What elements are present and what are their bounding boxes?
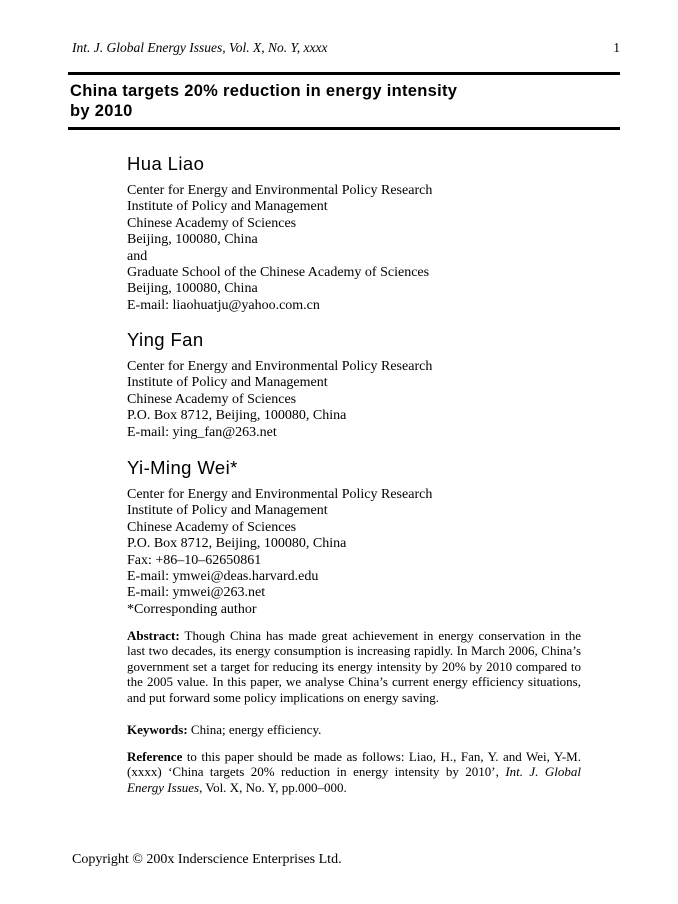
author-block-hua-liao [127,153,432,314]
paper-title-line-1: China targets 20% reduction in energy intensity [70,82,458,100]
affiliation-line: Center for Energy and Environmental Policy Research [127,487,433,502]
abstract-label: Abstract: [127,628,180,643]
reference-text: to this paper should be made as follows: Liao, H., Fan, Y. and Wei, Y-M. (xxxx) ‘China targets 20% reduction in energy intensity by 2010’, [127,749,581,780]
affiliation-line: P.O. Box 8712, Beijing, 100080, China [127,536,347,552]
affiliation-line: Graduate School of the Chinese Academy of Sciences [127,265,430,281]
affiliation-line: Chinese Academy of Sciences [127,215,297,231]
keywords-text: China; energy efficiency. [187,722,322,737]
keywords-label: Keywords: [127,722,188,737]
affiliation-line: Institute of Policy and Management [127,375,328,391]
author-block-ying-fan [127,329,432,441]
author-email: E-mail: liaohuatju@yahoo.com.cn [127,297,320,313]
reference-text-tail: , Vol. X, No. Y, pp.000–000. [199,779,347,795]
running-head [72,40,620,56]
affiliation-line: Institute of Policy and Management [127,503,328,519]
copyright-notice: Copyright © 200x Inderscience Enterprises Ltd. [72,852,342,867]
author-name: Yi-Ming Wei* [127,457,238,478]
author-affiliation [127,487,432,618]
affiliation-line: Center for Energy and Environmental Policy Research [127,359,433,374]
affiliation-line: Beijing, 100080, China [127,232,258,248]
affiliation-line: P.O. Box 8712, Beijing, 100080, China [127,408,347,424]
page-number: 1 [613,40,620,55]
author-affiliation [127,359,432,441]
affiliation-line: and [127,248,148,264]
affiliation-line: Institute of Policy and Management [127,199,328,215]
journal-citation: Int. J. Global Energy Issues, Vol. X, No. Y, xxxx [72,40,328,55]
affiliation-line: Chinese Academy of Sciences [127,519,297,535]
affiliation-line: Beijing, 100080, China [127,281,258,297]
title-rule-bottom [68,127,620,130]
affiliation-line: Center for Energy and Environmental Policy Research [127,183,433,198]
author-email: E-mail: ymwei@deas.harvard.edu [127,569,319,585]
author-block-yi-ming-wei [127,457,432,618]
reference-label: Reference [127,749,183,764]
abstract [127,628,581,705]
author-name: Hua Liao [127,153,205,174]
author-email: E-mail: ying_fan@263.net [127,424,277,440]
author-affiliation [127,183,432,314]
reference-journal-name: Int. J. Global Energy Issues [127,764,581,795]
keywords [127,722,581,737]
author-email: E-mail: ymwei@263.net [127,585,266,601]
author-fax: Fax: +86–10–62650861 [127,552,262,568]
abstract-text: Though China has made great achievement in energy conservation in the last two decades, its energy consumption is increasing rapidly. In March 2006, China’s government set a target for reducing its energy intensity by 20% by 2010 compared to the 2005 value. In this paper, we analyse China’s current energy efficiency situations, and put forward some policy implications on energy saving. [127,628,581,705]
reference-note [127,749,581,795]
paper-title [70,82,457,121]
author-name: Ying Fan [127,329,204,350]
title-rule-top [68,72,620,75]
affiliation-line: Chinese Academy of Sciences [127,391,297,407]
corresponding-author-note: *Corresponding author [127,601,257,617]
paper-title-line-2: by 2010 [70,101,133,120]
